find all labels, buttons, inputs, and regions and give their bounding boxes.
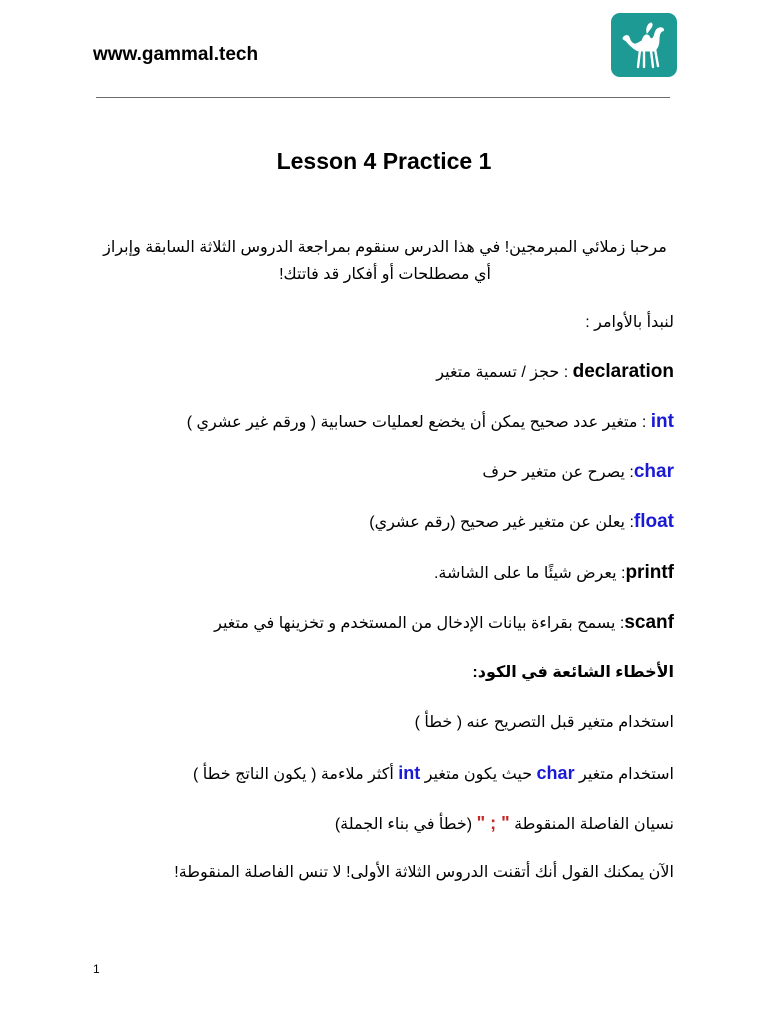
intro-paragraph: مرحبا زملائي المبرمجين! في هذا الدرس سنقوم بمراجعة الدروس الثلاثة السابقة وإبراز أي مصطلحات أو أفكار قد فاتتك! [103,239,667,283]
error-item-2 [193,761,674,787]
commands-heading: لنبدأ بالأوامر : [585,314,674,331]
keyword-int: int [398,763,421,783]
error-item-1: استخدام متغير قبل التصريح عنه ( خطأ ) [414,714,674,731]
definition-text: : يصرح عن متغير حرف [482,464,634,481]
definition-text: : يعرض شيئًا ما على الشاشة. [433,565,626,582]
definition-printf [434,561,674,586]
page-number: 1 [93,962,100,976]
semicolon-symbol: " ; " [476,813,510,833]
error-text: نسيان الفاصلة المنقوطة [509,816,674,833]
term-declaration: declaration [572,361,674,382]
definition-text: : يسمح بقراءة بيانات الإدخال من المستخدم و تخزينها في متغير [214,615,625,632]
term-printf: printf [625,562,674,583]
error-text: حيث يكون متغير [420,766,537,783]
definition-char [482,460,674,485]
term-char: char [633,461,674,482]
definition-text: : حجز / تسمية متغير [436,364,573,381]
common-errors-heading: الأخطاء الشائعة في الكود: [472,664,674,681]
camel-logo-icon [611,13,677,77]
definition-text: : متغير عدد صحيح يمكن أن يخضع لعمليات حسابية ( ورقم غير عشري ) [186,414,651,431]
error-text: استخدام متغير [574,766,674,783]
header-divider [96,97,670,98]
error-text: (خطأ في بناء الجملة) [334,816,477,833]
definition-float [369,510,674,535]
keyword-char: char [536,763,575,783]
closing-paragraph: الآن يمكنك القول أنك أتقنت الدروس الثلاثة الأولى! لا تنس الفاصلة المنقوطة! [174,864,674,881]
page-title: Lesson 4 Practice 1 [276,148,492,174]
definition-text: : يعلن عن متغير غير صحيح (رقم عشري) [369,514,634,531]
term-float: float [633,511,674,532]
error-item-3 [335,811,674,837]
error-text: أكثر ملاءمة ( يكون الناتج خطأ ) [192,766,399,783]
definition-int [187,410,674,435]
term-int: int [650,411,674,432]
definition-declaration [436,360,674,385]
site-url[interactable]: www.gammal.tech [93,44,259,65]
definition-scanf [214,611,674,636]
term-scanf: scanf [624,612,674,633]
